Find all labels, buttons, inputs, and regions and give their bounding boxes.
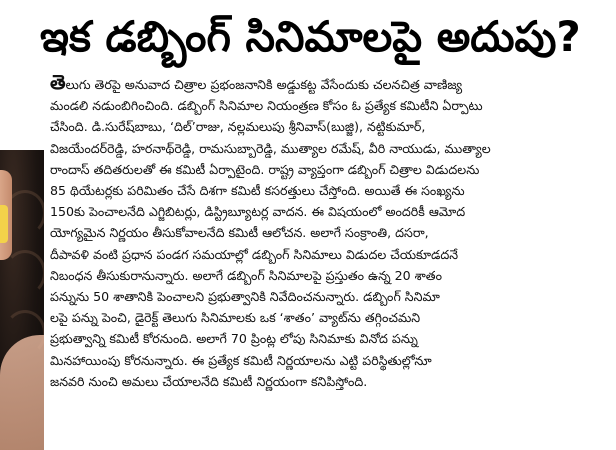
article-line: మినహాయింపు కోరనున్నారు. ఈ ప్రత్యేక కమిటీ నిర్ణయాలను ఎట్టి పరిస్థితుల్లోనూ: [50, 352, 432, 368]
drop-letter: తె: [50, 72, 66, 94]
article-line: 85 థియేటర్లకు పరిమితం చేసే దిశగా కమిటీ కసరత్తులు చేస్తోంది. అయితే ఈ సంఖ్యను: [50, 183, 465, 199]
article-line: ప్రభుత్వాన్ని కమిటీ కోరనుంది. అలాగే 70 ప్రింట్ల లోపు సినిమాకు వినోద పన్ను: [50, 331, 418, 347]
article-line: తెలుగు తెరపై అనువాద చిత్రాల ప్రభంజనానికి అడ్డుకట్ట వేసేందుకు చలనచిత్ర వాణిజ్య: [50, 72, 463, 94]
photo-earring: [0, 205, 8, 243]
article-line: యోగ్యమైన నిర్ణయం తీసుకోవాలనేది కమిటీ ఆలోచన. అలాగే సంక్రాంతి, దసరా,: [50, 225, 429, 241]
article-line: మండలి నడుంబిగించింది. డబ్బింగ్ సినిమాల నియంత్రణ కోసం ఓ ప్రత్యేక కమిటీని ఏర్పాటు: [50, 98, 483, 114]
article-line: 150కు పెంచాలనేది ఎగ్జిబిటర్లు, డిస్ట్రిబ్యూటర్ల వాదన. ఈ విషయంలో అందరికీ ఆమోద: [50, 204, 466, 220]
article-line: లపై పన్ను పెంచి, డైరెక్ట్ తెలుగు సినిమాలకు ఒక ‘శాతం’ వ్యాట్‌ను తగ్గించమని: [50, 310, 421, 326]
article-line: నిబంధన తీసుకురానున్నారు. అలాగే డబ్బింగ్ సినిమాలపై ప్రస్తుతం ఉన్న 20 శాతం: [50, 267, 442, 283]
article-line: పన్నును 50 శాతానికి పెంచాలని ప్రభుత్వానికి నివేదించనున్నారు. డబ్బింగ్ సినిమా: [50, 289, 440, 305]
article-line: రాందాస్ తదితరులతో ఈ కమిటీ ఏర్పాటైంది. రాష్ట్ర వ్యాప్తంగా డబ్బింగ్ చిత్రాల విడుదలను: [50, 161, 480, 177]
photo-shoulder: [0, 335, 44, 450]
article-body: [50, 72, 606, 392]
actress-photo: [0, 0, 44, 450]
article-line: జనవరి నుంచి అమలు చేయాలనేది కమిటీ నిర్ణయంగా కనిపిస్తోంది.: [50, 373, 368, 389]
photo-hair-wave: [4, 250, 44, 296]
article-line: చేసింది. డి.సురేష్‌బాబు, ‘దిల్’రాజు, నల్లమలుపు శ్రీనివాస్(బుజ్జి), నట్టికుమార్,: [50, 119, 426, 135]
article-line: దీపావళి వంటి ప్రధాన పండగ సమయాల్లో డబ్బింగ్ సినిమాలు విడుదల చేయకూడదనే: [50, 246, 459, 262]
article-line: విజయేందర్‌రెడ్డి, హరనాథ్‌రెడ్డి, రామసుబ్బారెడ్డి, ముత్యాల రమేష్, వీరి నాయుడు, ముత్యాల: [50, 140, 491, 156]
headline: ఇక డబ్బింగ్ సినిమాలపై అదుపు?: [40, 12, 581, 61]
